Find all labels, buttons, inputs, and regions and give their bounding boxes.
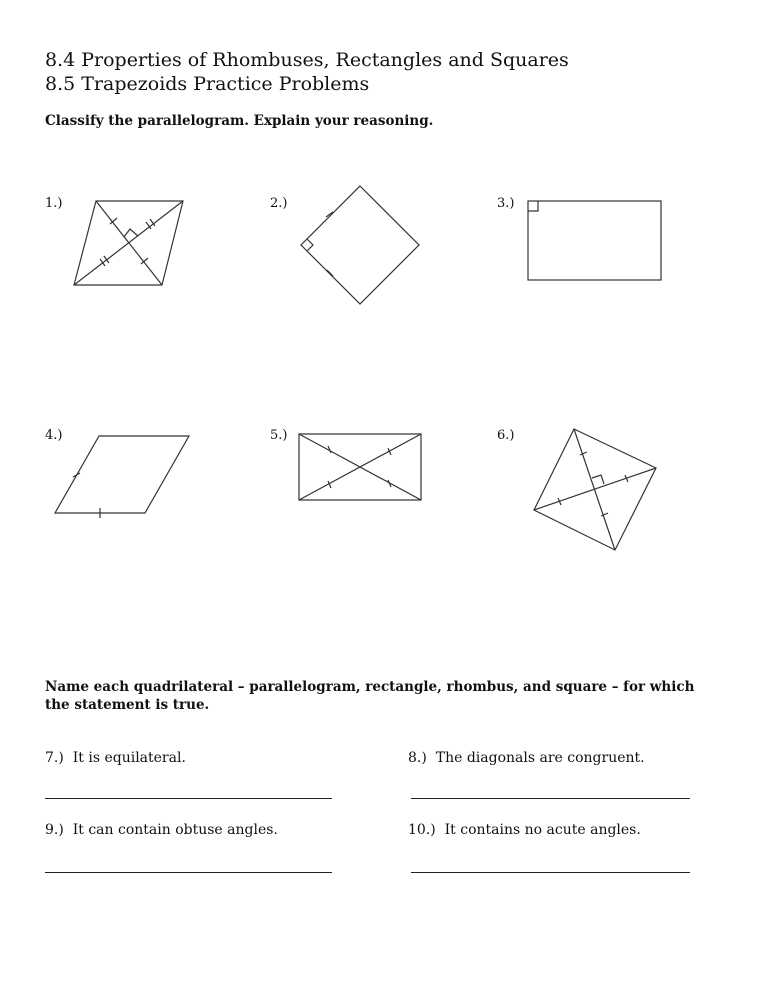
figure-label-2: 2.) <box>270 196 288 211</box>
question-10 <box>408 822 641 838</box>
page-title-line-1: 8.4 Properties of Rhombuses, Rectangles and Squares <box>45 49 569 71</box>
page-title-line-2: 8.5 Trapezoids Practice Problems <box>45 73 370 95</box>
question-10-number: 10.) <box>408 822 436 838</box>
question-9 <box>45 822 278 838</box>
figure-label-6: 6.) <box>497 428 515 443</box>
question-8-number: 8.) <box>408 750 427 766</box>
question-10-text: It contains no acute angles. <box>444 822 641 838</box>
answer-line-9[interactable] <box>45 872 332 873</box>
instruction-classify: Classify the parallelogram. Explain your reasoning. <box>45 113 434 129</box>
answer-line-7[interactable] <box>45 798 332 799</box>
answer-line-10[interactable] <box>411 872 690 873</box>
instruction-name-quadrilateral: Name each quadrilateral – parallelogram, rectangle, rhombus, and square – for which the statement is true. <box>45 679 695 713</box>
question-8 <box>408 750 645 766</box>
figure-label-5: 5.) <box>270 428 288 443</box>
figure-label-3: 3.) <box>497 196 515 211</box>
figure-6-right-angle-mark <box>592 475 604 484</box>
question-7-number: 7.) <box>45 750 64 766</box>
figure-label-1: 1.) <box>45 196 63 211</box>
question-7 <box>45 750 186 766</box>
figure-label-4: 4.) <box>45 428 63 443</box>
question-7-text: It is equilateral. <box>72 750 186 766</box>
question-9-number: 9.) <box>45 822 64 838</box>
question-8-text: The diagonals are congruent. <box>435 750 645 766</box>
answer-line-8[interactable] <box>411 798 690 799</box>
question-9-text: It can contain obtuse angles. <box>72 822 278 838</box>
figure-6-tick <box>580 452 587 455</box>
